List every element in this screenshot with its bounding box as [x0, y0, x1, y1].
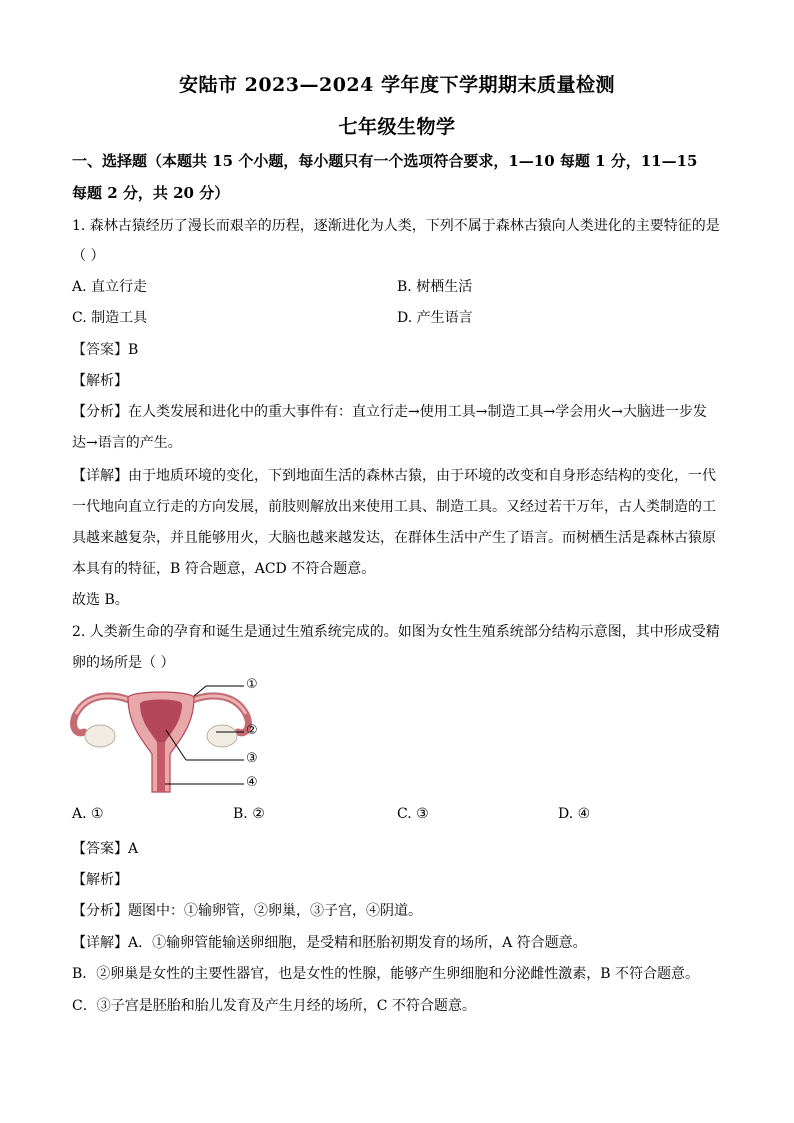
- q1-stem-line1: 1. 森林古猿经历了漫长而艰辛的历程，逐渐进化为人类，下列不属于森林古猿向人类进化的主要特征的是: [72, 218, 720, 234]
- xiangjie-text: A．①输卵管能输送卵细胞，是受精和胚胎初期发育的场所，A 符合题意。: [128, 935, 587, 951]
- fenxi-tag: 【分析】: [72, 903, 128, 919]
- q2-xiangjie-a: [72, 932, 587, 952]
- xiangjie-text: 由于地质环境的变化，下到地面生活的森林古猿，由于环境的改变和自身形态结构的变化，一代: [128, 468, 716, 484]
- fenxi-text: 题图中：①输卵管，②卵巢，③子宫，④阴道。: [128, 903, 422, 919]
- fenxi-text: 在人类发展和进化中的重大事件有：直立行走→使用工具→制造工具→学会用火→大脑进一步发: [128, 404, 707, 420]
- xiangjie-tag: 【详解】: [72, 935, 128, 951]
- q1-analysis-tag: 【解析】: [72, 373, 128, 389]
- section-heading-line2: 每题 2 分，共 20 分）: [72, 184, 230, 202]
- q2-fenxi: [72, 900, 422, 920]
- right-ovary: [207, 725, 237, 747]
- q1-option-d: D. 产生语言: [397, 310, 473, 326]
- q1-xiangjie-line1: [72, 465, 716, 485]
- answer-value: B: [128, 342, 139, 358]
- q1-xiangjie-line2: 一代地向直立行走的方向发展，前肢则解放出来使用工具、制造工具。又经过若干万年，古人类制造的工: [72, 499, 716, 515]
- q1-fenxi-line1: [72, 401, 707, 421]
- left-ovary: [85, 725, 115, 747]
- fenxi-tag: 【分析】: [72, 404, 128, 420]
- q1-option-b: B. 树栖生活: [397, 279, 473, 295]
- figure-label-1: ①: [246, 677, 258, 692]
- figure-label-2: ②: [246, 723, 258, 738]
- q2-option-b: B. ②: [233, 806, 265, 822]
- female-reproductive-system-diagram: [66, 674, 276, 796]
- answer-value: A: [128, 841, 139, 857]
- section-heading-line1: 一、选择题（本题共 15 个小题，每小题只有一个选项符合要求，1—10 每题 1 分，11—15: [72, 152, 698, 170]
- q1-option-c: C. 制造工具: [72, 310, 148, 326]
- q1-conclusion: 故选 B。: [72, 592, 129, 608]
- q2-stem-line2: 卵的场所是（ ）: [72, 655, 175, 671]
- vaginal-canal: [157, 742, 165, 792]
- q2-line-b: B．②卵巢是女性的主要性器官，也是女性的性腺，能够产生卵细胞和分泌雌性激素，B 不符合题意。: [72, 966, 700, 982]
- exam-title: 安陆市 2023—2024 学年度下学期期末质量检测: [179, 74, 615, 96]
- q1-option-a: A. 直立行走: [72, 279, 148, 295]
- q1-stem-line2: （ ）: [72, 248, 105, 264]
- q1-fenxi-line2: 达→语言的产生。: [72, 435, 182, 451]
- exam-subtitle: 七年级生物学: [338, 116, 456, 138]
- figure-label-4: ④: [246, 775, 258, 790]
- figure-label-3: ③: [246, 751, 258, 766]
- q2-option-d: D. ④: [558, 806, 591, 822]
- reproductive-organ-illustration: [66, 674, 276, 796]
- q1-xiangjie-line4: 本具有的特征，B 符合题意，ACD 不符合题意。: [72, 561, 376, 577]
- q2-stem-line1: 2. 人类新生命的孕育和诞生是通过生殖系统完成的。如图为女性生殖系统部分结构示意图，其中形成受精: [72, 624, 720, 640]
- q2-option-a: A. ①: [72, 806, 104, 822]
- q2-analysis-tag: 【解析】: [72, 872, 128, 888]
- q2-option-c: C. ③: [397, 806, 429, 822]
- q2-answer: [72, 838, 138, 858]
- q2-line-c: C．③子宫是胚胎和胎儿发育及产生月经的场所，C 不符合题意。: [72, 998, 476, 1014]
- q1-answer: [72, 339, 138, 359]
- answer-tag: 【答案】: [72, 342, 128, 358]
- xiangjie-tag: 【详解】: [72, 468, 128, 484]
- answer-tag: 【答案】: [72, 841, 128, 857]
- q1-xiangjie-line3: 具越来越复杂，并且能够用火，大脑也越来越发达，在群体生活中产生了语言。而树栖生活是森林古猿原: [72, 530, 716, 546]
